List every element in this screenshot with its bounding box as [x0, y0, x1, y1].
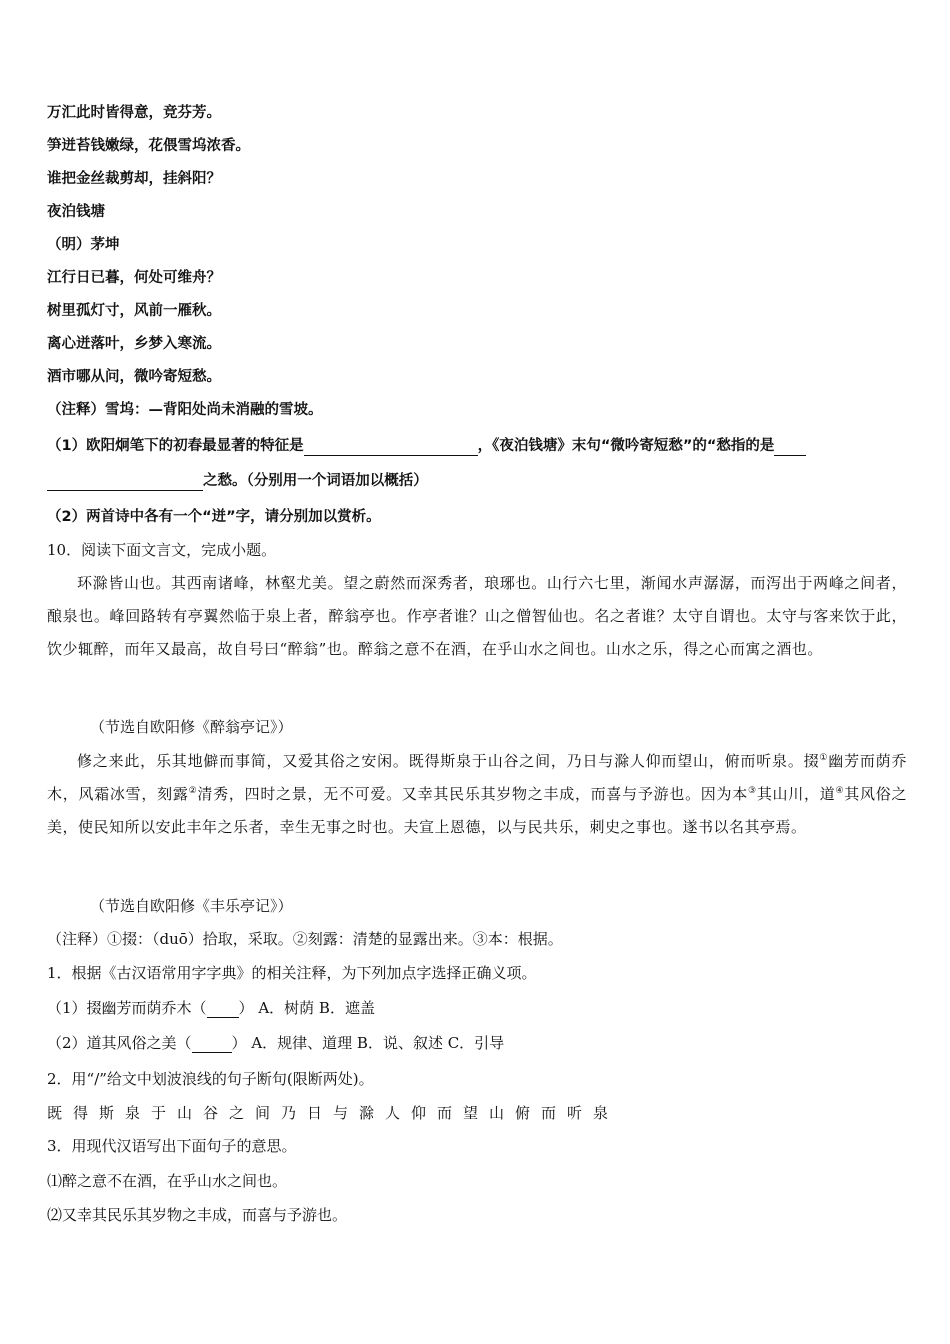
footnote-marker-3: ③ [748, 786, 757, 796]
question-2: （2）两首诗中各有一个“迸”字，请分别加以赏析。 [47, 509, 381, 525]
passage-1: 环滁皆山也。其西南诸峰，林壑尤美。望之蔚然而深秀者，琅琊也。山行六七里，渐闻水声潺潺，而泻出于两峰之间者，酿泉也。峰回路转有亭翼然临于泉上者，醉翁亭也。作亭者谁？山之僧智仙也。名之者谁？太守自谓也。太守与客来饮于此，饮少辄醉，而年又最高，故自号曰“醉翁”也。醉翁之意不在酒，在乎山水之间也。山水之乐，得之心而寓之酒也。 [47, 574, 907, 658]
poem2-author: （明）茅坤 [47, 237, 120, 253]
footnote-marker-4: ④ [835, 786, 845, 796]
question-1-part-b: ，《夜泊钱塘》末句“微吟寄短愁”的“愁指的是 [477, 438, 775, 454]
subquestion-1-b [47, 1033, 910, 1053]
poem2-line-1: 江行日已暮，何处可维舟？ [47, 270, 221, 286]
question-1-line-2 [47, 471, 910, 491]
subquestion-3: 3．用现代汉语写出下面句子的意思。 [47, 1137, 297, 1155]
subquestion-2-sentence: 既得斯泉于山谷之间乃日与滁人仰而望山俯而听泉 [47, 1104, 620, 1122]
footnote-marker-2: ② [188, 786, 198, 796]
passage-2 [47, 745, 907, 844]
poem2-line-4: 酒市哪从问，微吟寄短愁。 [47, 369, 221, 385]
subquestion-1-a-text: （1）掇幽芳而荫乔木（ [47, 999, 207, 1017]
question-1-part-c: 之愁。（分别用一个词语加以概括） [203, 473, 428, 489]
subquestion-1-a-options: ） A．树荫 B．遮盖 [238, 999, 375, 1017]
question-10-heading: 10．阅读下面文言文，完成小题。 [47, 541, 277, 559]
subquestion-2: 2．用“/”给文中划波浪线的句子断句(限断两处)。 [47, 1070, 374, 1088]
subquestion-1-b-text: （2）道其风俗之美（ [47, 1034, 192, 1052]
passage-2-text-4: 其山川，道 [756, 785, 836, 803]
passage-2-text-2: 幽芳而荫乔木，风霜冰雪，刻露 [47, 752, 907, 803]
passage-1-source: （节选自欧阳修《醉翁亭记》） [90, 718, 293, 736]
answer-blank-2[interactable] [47, 472, 203, 491]
answer-blank-2-start[interactable] [774, 437, 806, 456]
passage-2-text-5: 其风俗之美，使民知所以安此丰年之乐者，幸生无事之时也。夫宣上恩德，以与民共乐，刺史之事也。遂书以名其亭焉。 [47, 785, 907, 836]
poem1-line-1: 万汇此时皆得意，竞芬芳。 [47, 105, 221, 121]
poem-note: （注释）雪坞：—背阳处尚未消融的雪坡。 [47, 402, 323, 418]
poem2-line-3: 离心迸落叶，乡梦入寒流。 [47, 336, 221, 352]
footnote-marker-1: ① [819, 753, 829, 763]
passage-2-text-3: 清秀，四时之景，无不可爱。又幸其民乐其岁物之丰成，而喜与予游也。因为本 [197, 785, 748, 803]
passage-2-text-1: 修之来此，乐其地僻而事简，又爱其俗之安闲。既得斯泉于山谷之间，乃日与滁人仰而望山，俯而听泉。掇 [77, 752, 820, 770]
passage-2-source: （节选自欧阳修《丰乐亭记》） [90, 897, 293, 915]
subquestion-3-a: ⑴醉之意不在酒，在乎山水之间也。 [47, 1172, 288, 1190]
subquestion-1-a [47, 998, 910, 1018]
answer-blank-sub1-b[interactable] [192, 1034, 232, 1053]
question-1-part-a: （1）欧阳炯笔下的初春最显著的特征是 [47, 438, 304, 454]
answer-blank-1[interactable] [304, 437, 478, 456]
annotation: （注释）①掇：（duō）拾取，采取。②刻露：清楚的显露出来。③本：根据。 [47, 930, 563, 948]
question-1-line-1 [47, 436, 910, 456]
subquestion-3-b: ⑵又幸其民乐其岁物之丰成，而喜与予游也。 [47, 1206, 348, 1224]
poem1-line-3: 谁把金丝裁剪却，挂斜阳？ [47, 171, 221, 187]
subquestion-1-b-options: ） A．规律、道理 B．说、叙述 C．引导 [231, 1034, 505, 1052]
poem2-title: 夜泊钱塘 [47, 204, 105, 220]
answer-blank-sub1-a[interactable] [207, 999, 239, 1018]
poem2-line-2: 树里孤灯寸，风前一雁秋。 [47, 303, 221, 319]
poem1-line-2: 笋迸苔钱嫩绿，花偎雪坞浓香。 [47, 138, 250, 154]
subquestion-1: 1．根据《古汉语常用字字典》的相关注释，为下列加点字选择正确义项。 [47, 964, 537, 982]
